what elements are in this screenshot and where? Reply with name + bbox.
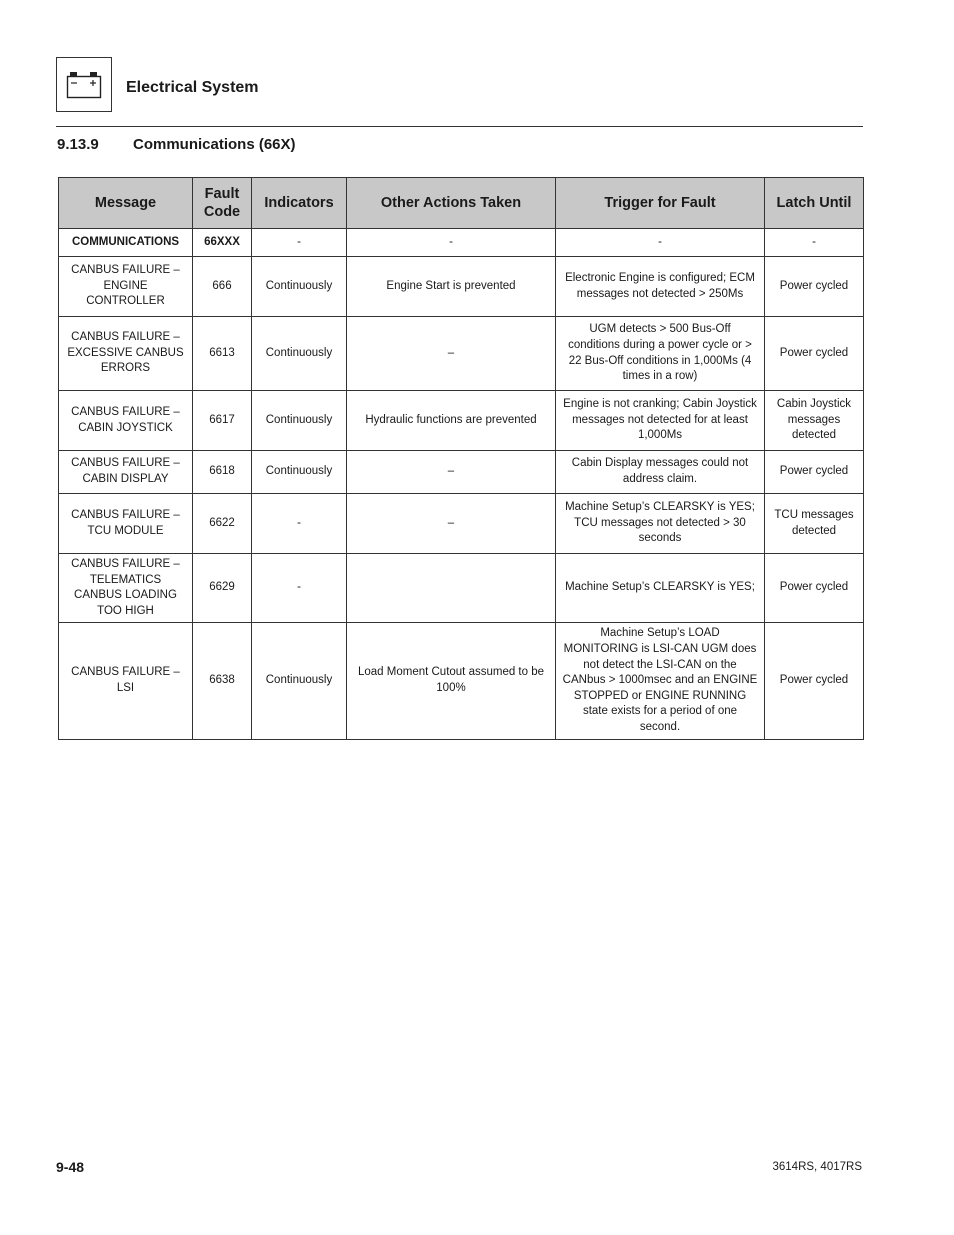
cell-indicators: Continuously (252, 317, 347, 391)
cell-message: CANBUS FAILURE – EXCESSIVE CANBUS ERRORS (59, 317, 193, 391)
table-row (59, 451, 864, 494)
section-title: Electrical System (126, 79, 259, 96)
cell-message: CANBUS FAILURE – TELEMATICS CANBUS LOADING TOO HIGH (59, 554, 193, 623)
cell-latch: Power cycled (765, 554, 864, 623)
cell-message: CANBUS FAILURE – CABIN JOYSTICK (59, 391, 193, 451)
cell-indicators: - (252, 554, 347, 623)
cell-actions: - (347, 229, 556, 257)
cell-trigger: Machine Setup’s CLEARSKY is YES; (556, 554, 765, 623)
cell-latch: Power cycled (765, 451, 864, 494)
col-header-other-actions: Other Actions Taken (347, 178, 556, 229)
cell-actions: – (347, 451, 556, 494)
cell-code: 6613 (193, 317, 252, 391)
cell-actions: – (347, 317, 556, 391)
table-header-row (59, 178, 864, 229)
cell-trigger: UGM detects > 500 Bus-Off conditions during a power cycle or > 22 Bus-Off conditions in 1,000Ms (4 times in a row) (556, 317, 765, 391)
cell-indicators: Continuously (252, 257, 347, 317)
cell-code: 6617 (193, 391, 252, 451)
cell-code: 6629 (193, 554, 252, 623)
cell-latch: Power cycled (765, 257, 864, 317)
heading-title: Communications (66X) (133, 136, 296, 153)
header-divider (56, 126, 863, 127)
col-header-indicators: Indicators (252, 178, 347, 229)
cell-code: 6638 (193, 623, 252, 739)
cell-latch: Power cycled (765, 623, 864, 739)
fault-table (58, 177, 864, 740)
cell-message: CANBUS FAILURE – LSI (59, 623, 193, 739)
cell-latch: Power cycled (765, 317, 864, 391)
col-header-trigger: Trigger for Fault (556, 178, 765, 229)
cell-indicators: Continuously (252, 623, 347, 739)
cell-trigger: Machine Setup’s CLEARSKY is YES; TCU messages not detected > 30 seconds (556, 494, 765, 554)
cell-message: COMMUNICATIONS (59, 229, 193, 257)
cell-indicators: Continuously (252, 451, 347, 494)
cell-trigger: Electronic Engine is configured; ECM messages not detected > 250Ms (556, 257, 765, 317)
cell-latch: - (765, 229, 864, 257)
model-numbers: 3614RS, 4017RS (772, 1161, 862, 1173)
cell-actions: Load Moment Cutout assumed to be 100% (347, 623, 556, 739)
cell-actions (347, 554, 556, 623)
cell-latch: Cabin Joystick messages detected (765, 391, 864, 451)
cell-code: 6622 (193, 494, 252, 554)
table-row (59, 623, 864, 739)
cell-actions: Engine Start is prevented (347, 257, 556, 317)
cell-actions: – (347, 494, 556, 554)
cell-trigger: Engine is not cranking; Cabin Joystick messages not detected for at least 1,000Ms (556, 391, 765, 451)
cell-trigger: - (556, 229, 765, 257)
cell-code: 6618 (193, 451, 252, 494)
cell-trigger: Cabin Display messages could not address claim. (556, 451, 765, 494)
table-row (59, 494, 864, 554)
col-header-latch-until: Latch Until (765, 178, 864, 229)
cell-actions: Hydraulic functions are prevented (347, 391, 556, 451)
table-row (59, 317, 864, 391)
battery-icon-box (56, 57, 112, 112)
cell-indicators: - (252, 494, 347, 554)
cell-message: CANBUS FAILURE – ENGINE CONTROLLER (59, 257, 193, 317)
cell-indicators: - (252, 229, 347, 257)
table-row (59, 554, 864, 623)
col-header-message: Message (59, 178, 193, 229)
page-heading (57, 136, 296, 153)
col-header-fault-code: Fault Code (193, 178, 252, 229)
table-row (59, 229, 864, 257)
cell-code: 66XXX (193, 229, 252, 257)
cell-code: 666 (193, 257, 252, 317)
cell-trigger: Machine Setup’s LOAD MONITORING is LSI-CAN UGM does not detect the LSI-CAN on the CANbus > 1000msec and an ENGINE STOPPED or ENGINE RUNNING state exists for a period of one second. (556, 623, 765, 739)
cell-message: CANBUS FAILURE – TCU MODULE (59, 494, 193, 554)
battery-icon (66, 70, 102, 100)
page-number: 9-48 (56, 1159, 85, 1175)
cell-message: CANBUS FAILURE – CABIN DISPLAY (59, 451, 193, 494)
cell-indicators: Continuously (252, 391, 347, 451)
heading-number: 9.13.9 (57, 136, 99, 153)
cell-latch: TCU messages detected (765, 494, 864, 554)
table-row (59, 257, 864, 317)
table-row (59, 391, 864, 451)
